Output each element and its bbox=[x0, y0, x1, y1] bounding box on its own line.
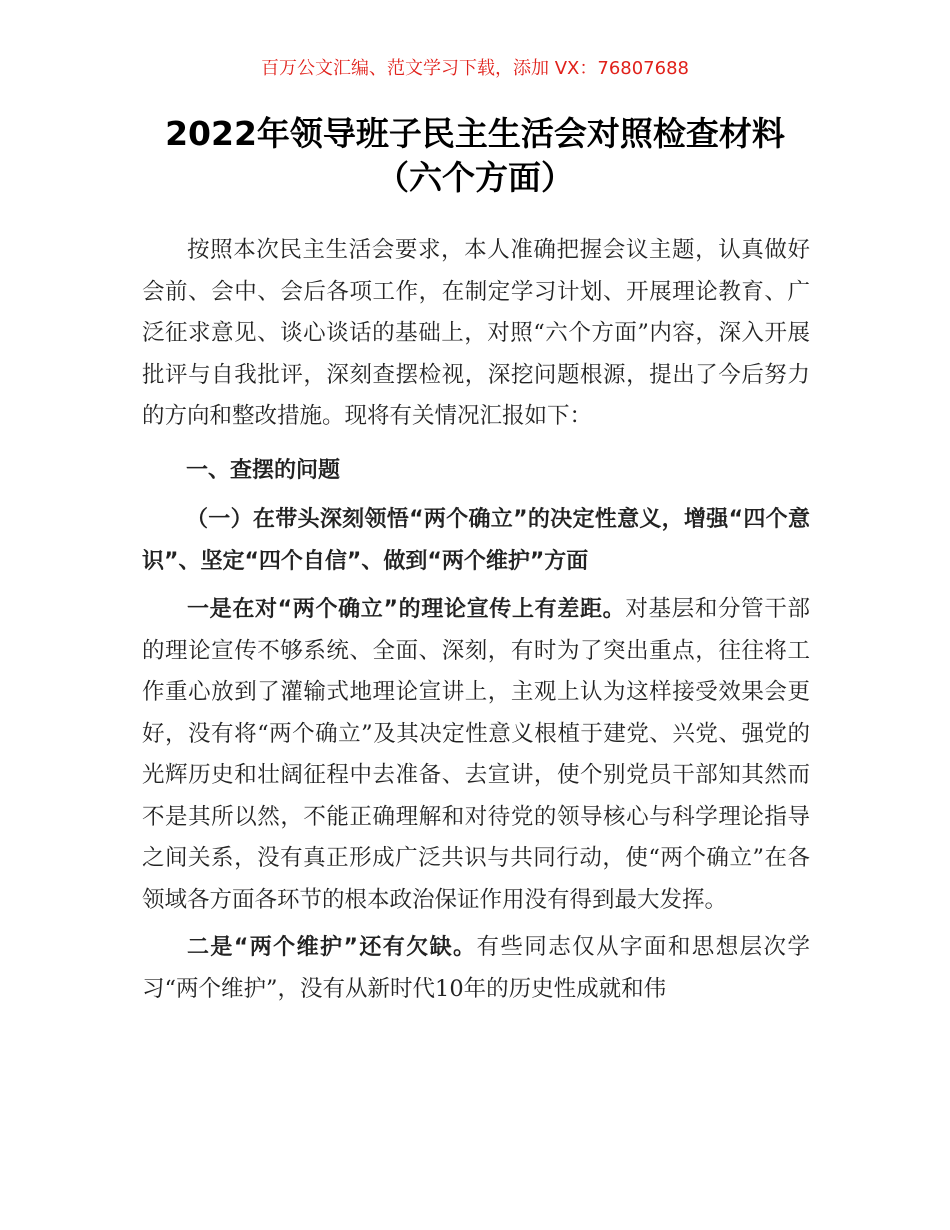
point-2-lead: 二是“两个维护”还有欠缺。 bbox=[187, 935, 477, 960]
watermark-header: 百万公文汇编、范文学习下载，添加 VX：76807688 bbox=[261, 58, 689, 79]
intro-paragraph: 按照本次民主生活会要求，本人准确把握会议主题，认真做好会前、会中、会后各项工作，在制定学习计划、开展理论教育、广泛征求意见、谈心谈话的基础上，对照“六个方面”内容，深入开展批评与自我批评，深刻查摆检视，深挖问题根源，提出了今后努力的方向和整改措施。现将有关情况汇报如下： bbox=[142, 237, 810, 429]
point-1-body: 对基层和分管干部的理论宣传不够系统、全面、深刻，有时为了突出重点，往往将工作重心放到了灌输式地理论宣讲上，主观上认为这样接受效果会更好，没有将“两个确立”及其决定性意义根植于建党、兴党、强党的光辉历史和壮阔征程中去准备、去宣讲，使个别党员干部知其然而不是其所以然，不能正确理解和对待党的领导核心与科学理论指导之间关系，没有真正形成广泛共识与共同行动，使“两个确立”在各领域各方面各环节的根本政治保证作用没有得到最大发挥。 bbox=[142, 596, 810, 913]
title-line-1: 2022年领导班子民主生活会对照检查材料 bbox=[165, 114, 785, 153]
subsection-heading: （一）在带头深刻领悟“两个确立”的决定性意义，增强“四个意识”、坚定“四个自信”、做到“两个维护”方面 bbox=[142, 507, 810, 574]
title-line-2: （六个方面） bbox=[376, 158, 574, 197]
document-title bbox=[0, 112, 950, 200]
document-body bbox=[142, 230, 810, 1010]
point-paragraph-1 bbox=[142, 589, 810, 921]
section-heading: 一、查摆的问题 bbox=[186, 457, 341, 483]
point-paragraph-2 bbox=[142, 927, 810, 1010]
point-2-body: 有些同志仅从字面和思想层次学习“两个维护”，没有从新时代10年的历史性成就和伟 bbox=[142, 934, 810, 1002]
point-1-lead: 一是在对“两个确立”的理论宣传上有差距。 bbox=[187, 597, 626, 622]
